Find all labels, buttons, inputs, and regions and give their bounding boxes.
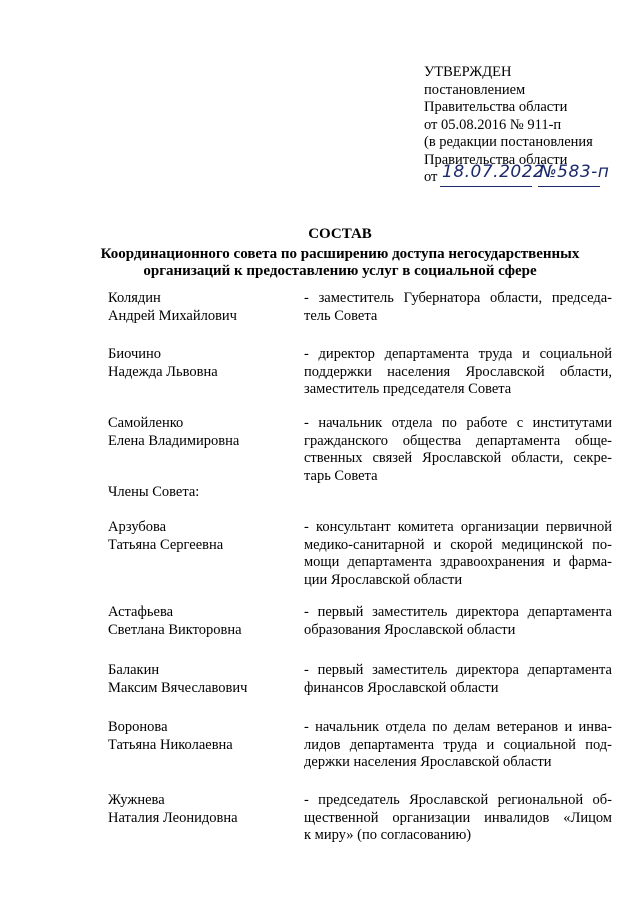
- member-given-names: Елена Владимировна: [108, 432, 240, 449]
- member-given-names: Андрей Михайлович: [108, 307, 237, 324]
- handwritten-date: 18.07.2022: [442, 162, 545, 182]
- member-surname: Биочино: [108, 346, 162, 362]
- approval-line-date-number: от 05.08.2016 № 911-п: [424, 116, 562, 133]
- member-surname: Колядин: [108, 290, 161, 306]
- approval-line-government: Правительства области: [424, 99, 568, 115]
- position-line: заместитель председателя Совета: [304, 381, 512, 397]
- member-position: [304, 415, 612, 485]
- position-line: гражданского общества департамента обще-: [304, 432, 612, 449]
- member-name: [108, 290, 308, 325]
- member-given-names: Татьяна Сергеевна: [108, 536, 224, 553]
- position-line: лидов департамента труда и социальной под-: [304, 736, 612, 753]
- member-name: [108, 604, 308, 639]
- position-line: - заместитель Губернатора области, председа-: [304, 290, 612, 306]
- position-line: тель Совета: [304, 307, 378, 324]
- position-line: - председатель Ярославской региональной об-: [304, 792, 612, 808]
- member-name: [108, 719, 308, 754]
- member-given-names: Татьяна Николаевна: [108, 736, 233, 753]
- member-surname: Арзубова: [108, 519, 167, 535]
- approval-line-approved: УТВЕРЖДЕН: [424, 64, 512, 80]
- member-position: [304, 792, 612, 845]
- member-position: [304, 719, 612, 772]
- member-position: [304, 290, 612, 325]
- position-line: тарь Совета: [304, 467, 378, 484]
- member-position: [304, 346, 612, 399]
- member-name: [108, 792, 308, 827]
- member-position: [304, 604, 612, 639]
- member-position: [304, 519, 612, 589]
- members-heading: Члены Совета:: [108, 484, 200, 500]
- member-surname: Жужнева: [108, 792, 165, 808]
- position-line: - начальник отдела по делам ветеранов и инва-: [304, 719, 612, 735]
- approval-line-by-resolution: постановлением: [424, 81, 526, 98]
- position-line: - начальник отдела по работе с институтами: [304, 415, 612, 431]
- position-line: щественной организации инвалидов «Лицом: [304, 809, 612, 826]
- position-line: медико-санитарной и скорой медицинской по-: [304, 536, 612, 553]
- position-line: поддержки населения Ярославской области,: [304, 363, 612, 380]
- position-line: ции Ярославской области: [304, 571, 463, 588]
- member-surname: Балакин: [108, 662, 160, 678]
- member-surname: Астафьева: [108, 604, 174, 620]
- position-line: финансов Ярославской области: [304, 679, 499, 696]
- position-line: - первый заместитель директора департамента: [304, 604, 612, 620]
- member-name: [108, 415, 308, 450]
- position-line: - консультант комитета организации первичной: [304, 519, 612, 535]
- member-given-names: Максим Вячеславович: [108, 679, 248, 696]
- position-line: - первый заместитель директора департамента: [304, 662, 612, 678]
- title-heading: СОСТАВ: [308, 226, 372, 242]
- member-surname: Воронова: [108, 719, 168, 735]
- member-given-names: Светлана Викторовна: [108, 621, 242, 638]
- approval-line-government-2: Правительства области: [424, 151, 568, 168]
- member-name: [108, 346, 308, 381]
- handwritten-number: №583-п: [539, 162, 610, 182]
- position-line: мощи департамента здравоохранения и фарма-: [304, 554, 612, 570]
- title-subtitle-line2: организаций к предоставлению услуг в социальной сфере: [143, 263, 537, 279]
- approval-line-revision: (в редакции постановления: [424, 134, 593, 150]
- member-given-names: Наталия Леонидовна: [108, 809, 238, 826]
- member-name: [108, 519, 308, 554]
- title-subtitle-line1: Координационного совета по расширению доступа негосударственных: [100, 245, 580, 262]
- position-line: - директор департамента труда и социальной: [304, 346, 612, 362]
- position-line: к миру» (по согласованию): [304, 827, 472, 843]
- approval-prefix-ot: от: [424, 169, 438, 185]
- member-given-names: Надежда Львовна: [108, 363, 218, 380]
- member-position: [304, 662, 612, 697]
- member-surname: Самойленко: [108, 415, 184, 431]
- position-line: держки населения Ярославской области: [304, 754, 552, 770]
- position-line: ственных связей Ярославской области, секре-: [304, 450, 612, 466]
- position-line: образования Ярославской области: [304, 621, 516, 638]
- member-name: [108, 662, 308, 697]
